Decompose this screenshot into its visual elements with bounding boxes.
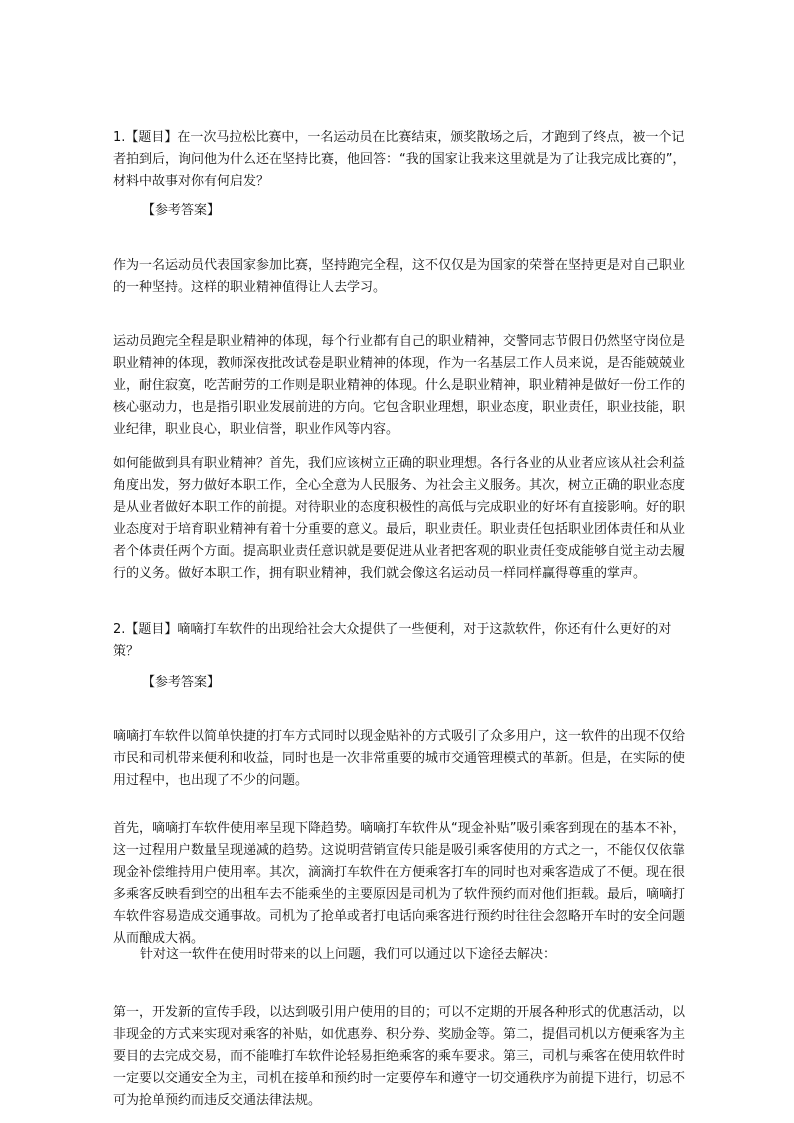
q1-paragraph-1: 作为一名运动员代表国家参加比赛，坚持跑完全程，这不仅仅是为国家的荣誉在坚持更是对自己职业的一种坚持。这样的职业精神值得让人去学习。 — [113, 258, 686, 295]
q1-paragraph-2: 运动员跑完全程是职业精神的体现，每个行业都有自己的职业精神，交警同志节假日仍然坚守岗位是职业精神的体现，教师深夜批改试卷是职业精神的体现，作为一名基层工作人员来说，是否能兢兢业业，耐住寂寞，吃苦耐劳的工作则是职业精神的体现。什么是职业精神，职业精神是做好一份工作的核心驱动力，也是指引职业发展前进的方向。它包含职业理想，职业态度，职业责任，职业技能，职业纪律，职业良心，职业信誉，职业作风等内容。 — [113, 334, 686, 437]
answer-label-1: 【参考答案】 — [142, 203, 221, 218]
q2-paragraph-4: 第一，开发新的宣传手段，以达到吸引用户使用的目的；可以不定期的开展各种形式的优惠活动，以非现金的方式来实现对乘客的补贴，如优惠券、积分券、奖励金等。第二，提倡司机以方便乘客为主要目的去完成交易，而不能唯打车软件论轻易拒绝乘客的乘车要求。第三，司机与乘客在使用软件时一定要以交通安全为主，司机在接单和预约时一定要停车和遵守一切交通秩序为前提下进行，切忌不可为抢单预约而违反交通法律法规。 — [113, 1005, 686, 1108]
q1-paragraph-3: 如何能做到具有职业精神？首先，我们应该树立正确的职业理想。各行各业的从业者应该从社会利益角度出发，努力做好本职工作，全心全意为人民服务、为社会主义服务。其次，树立正确的职业态度是从业者做好本职工作的前提。对待职业的态度积极性的高低与完成职业的好坏有直接影响。好的职业态度对于培育职业精神有着十分重要的意义。最后，职业责任。职业责任包括职业团体责任和从业者个体责任两个方面。提高职业责任意识就是要促进从业者把客观的职业责任变成能够自觉主动去履行的义务。做好本职工作，拥有职业精神，我们就会像这名运动员一样同样赢得尊重的掌声。 — [113, 456, 686, 581]
question-2: 2.【题目】嘀嘀打车软件的出现给社会大众提供了一些便利，对于这款软件，你还有什么更好的对策？ — [113, 622, 672, 659]
q2-paragraph-2: 首先，嘀嘀打车软件使用率呈现下降趋势。嘀嘀打车软件从“现金补贴”吸引乘客到现在的基本不补，这一过程用户数量呈现递减的趋势。这说明营销宣传只能是吸引乘客使用的方式之一，不能仅仅依靠现金补偿维持用户使用率。其次，滴滴打车软件在方便乘客打车的同时也对乘客造成了不便。现在很多乘客反映看到空的出租车去不能乘坐的主要原因是司机为了软件预约而对他们拒载。最后，嘀嘀打车软件容易造成交通事故。司机为了抢单或者打电话向乘客进行预约时往往会忽略开车时的安全问题从而酿成大祸。 — [113, 821, 686, 946]
question-1: 1.【题目】在一次马拉松比赛中，一名运动员在比赛结束，颁奖散场之后，才跑到了终点，被一个记者拍到后，询问他为什么还在坚持比赛，他回答：“我的国家让我来这里就是为了让我完成比赛的”，材料中故事对你有何启发？ — [113, 130, 686, 189]
q2-paragraph-1: 嘀嘀打车软件以简单快捷的打车方式同时以现金贴补的方式吸引了众多用户，这一软件的出现不仅给市民和司机带来便利和收益，同时也是一次非常重要的城市交通管理模式的革新。但是，在实际的使用过程中，也出现了不少的问题。 — [113, 729, 686, 788]
answer-label-2: 【参考答案】 — [142, 675, 221, 690]
q2-paragraph-3: 针对这一软件在使用时带来的以上问题，我们可以通过以下途径去解决： — [140, 947, 557, 962]
